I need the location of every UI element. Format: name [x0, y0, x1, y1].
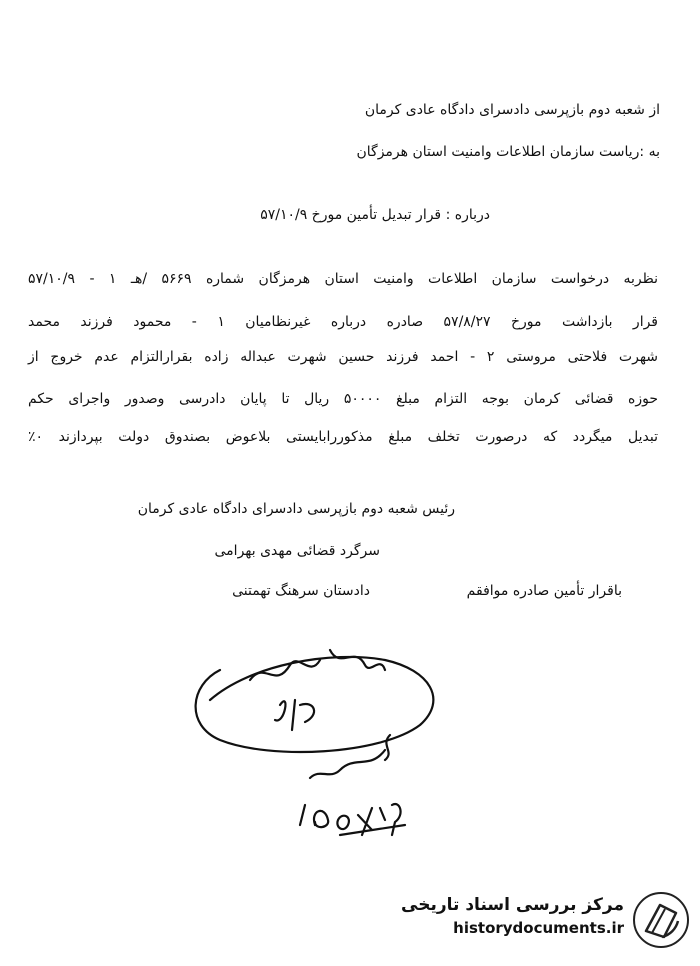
signature-title: رئیس شعبه دوم بازپرسی دادسرای دادگاه عادی کرمان [137, 501, 455, 517]
signature-name: سرگرد قضائی مهدی بهرامی [214, 543, 380, 559]
body-line-4: حوزه قضائی کرمان بوجه التزام مبلغ ۵۰۰۰۰ ریال تا پایان دادرسی وصدور واجرای حکم [28, 391, 658, 407]
letter-subject: درباره : قرار تبدیل تأمین مورخ ۵۷/۱۰/۹ [260, 207, 490, 223]
prosecutor-name: دادستان سرهنگ تهمتنی [232, 583, 370, 599]
watermark-url: historydocuments.ir [453, 919, 624, 937]
handwritten-signature [180, 630, 450, 850]
letter-from: از شعبه دوم بازپرسی دادسرای دادگاه عادی کرمان [364, 102, 660, 118]
body-line-5: تبدیل میگردد که درصورت تخلف مبلغ مذکوررابایستی بلاعوض بصندوق دولت بپردازند ۰٪ [28, 429, 658, 445]
watermark [401, 885, 690, 955]
prosecutor-approval: باقرار تأمین صادره موافقم [466, 583, 622, 599]
watermark-title: مرکز بررسی اسناد تاریخی [401, 895, 624, 915]
body-line-3: شهرت فلاحتی مروستی ۲ - احمد فرزند حسین شهرت عبداله زاده بقرارالتزام عدم خروج از [28, 349, 659, 365]
body-line-2: قرار بازداشت مورخ ۵۷/۸/۲۷ صادره درباره غیرنظامیان ۱ - محمود فرزند محمد [28, 314, 658, 330]
body-line-1: نظربه درخواست سازمان اطلاعات وامنیت استان هرمزگان شماره ۵۶۶۹ /هـ ۱ - ۵۷/۱۰/۹ [28, 271, 658, 287]
letter-to: به :ریاست سازمان اطلاعات وامنیت استان هرمزگان [356, 144, 660, 160]
document-logo-icon [632, 891, 690, 949]
